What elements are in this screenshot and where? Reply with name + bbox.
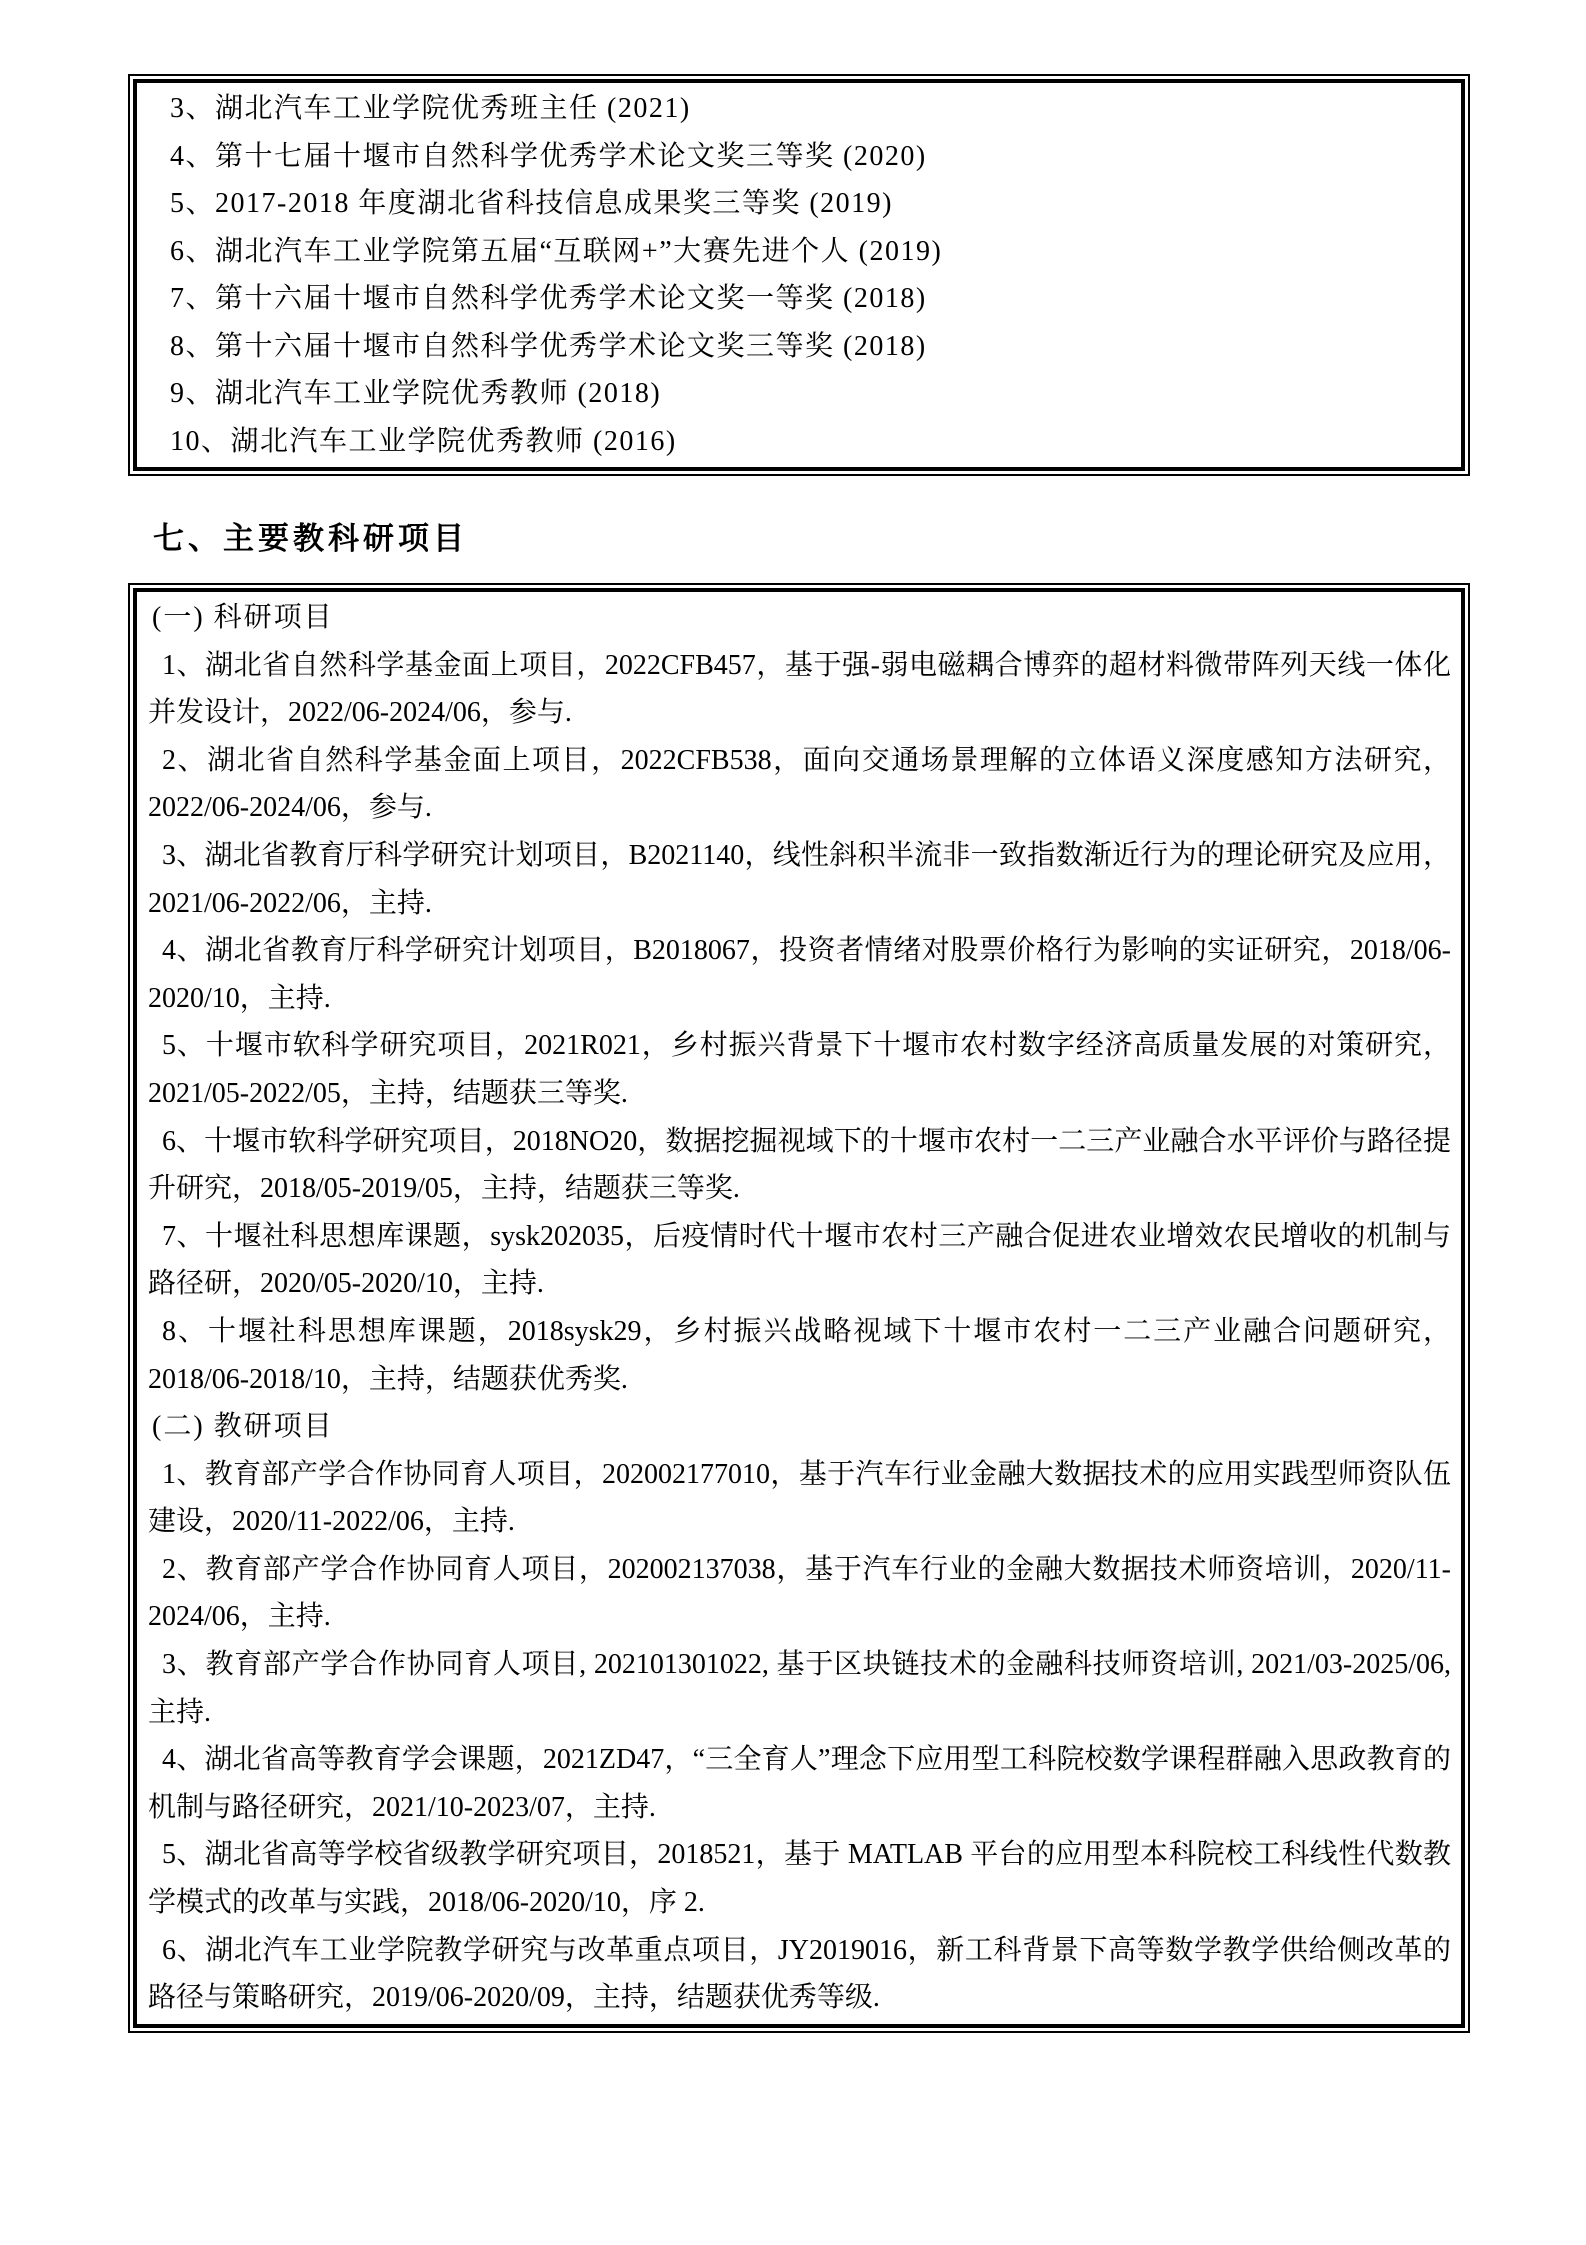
project-item: 6、湖北汽车工业学院教学研究与改革重点项目，JY2019016，新工科背景下高等数学教学供给侧改革的路径与策略研究，2019/06-2020/09，主持，结题获优秀等级. — [148, 1934, 1451, 2014]
section-heading: 七、主要教科研项目 — [153, 521, 468, 556]
award-item: 4、第十七届十堰市自然科学优秀学术论文奖三等奖 (2020) — [170, 140, 927, 172]
subsection-label-research: (一) 科研项目 — [152, 602, 334, 633]
project-item: 4、湖北省教育厅科学研究计划项目，B2018067，投资者情绪对股票价格行为影响的实证研究，2018/06-2020/10，主持. — [148, 935, 1451, 1014]
project-item: 4、湖北省高等教育学会课题，2021ZD47，“三全育人”理念下应用型工科院校数学课程群融入思政教育的机制与路径研究，2021/10-2023/07，主持. — [148, 1744, 1451, 1823]
project-item: 8、十堰社科思想库课题，2018sysk29，乡村振兴战略视域下十堰市农村一二三产业融合问题研究，2018/06-2018/10，主持，结题获优秀奖. — [148, 1315, 1451, 1395]
subsection-label-teaching: (二) 教研项目 — [152, 1411, 334, 1443]
projects-box — [128, 583, 1470, 2033]
award-item: 10、湖北汽车工业学院优秀教师 (2016) — [170, 425, 677, 457]
award-item: 3、湖北汽车工业学院优秀班主任 (2021) — [170, 93, 691, 124]
project-item: 3、湖北省教育厅科学研究计划项目，B2021140，线性斜积半流非一致指数渐近行为的理论研究及应用，2021/06-2022/06，主持. — [148, 839, 1451, 919]
award-item: 7、第十六届十堰市自然科学优秀学术论文奖一等奖 (2018) — [170, 283, 927, 314]
award-item: 6、湖北汽车工业学院第五届“互联网+”大赛先进个人 (2019) — [170, 235, 943, 267]
project-item: 1、教育部产学合作协同育人项目，202002177010，基于汽车行业金融大数据技术的应用实践型师资队伍建设，2020/11-2022/06，主持. — [148, 1458, 1451, 1538]
project-item: 1、湖北省自然科学基金面上项目，2022CFB457，基于强-弱电磁耦合博弈的超材料微带阵列天线一体化并发设计，2022/06-2024/06，参与. — [148, 649, 1451, 729]
project-item: 3、教育部产学合作协同育人项目, 202101301022, 基于区块链技术的金融科技师资培训, 2021/03-2025/06, 主持. — [148, 1649, 1451, 1728]
project-item: 5、湖北省高等学校省级教学研究项目，2018521，基于 MATLAB 平台的应用型本科院校工科线性代数教学模式的改革与实践，2018/06-2020/10，序 2. — [148, 1839, 1451, 1919]
awards-box-inner — [133, 79, 1465, 471]
project-item: 6、十堰市软科学研究项目，2018NO20，数据挖掘视域下的十堰市农村一二三产业融合水平评价与路径提升研究，2018/05-2019/05，主持，结题获三等奖. — [148, 1125, 1451, 1205]
award-item: 9、湖北汽车工业学院优秀教师 (2018) — [170, 378, 662, 409]
project-item: 2、教育部产学合作协同育人项目，202002137038，基于汽车行业的金融大数据技术师资培训，2020/11-2024/06，主持. — [148, 1553, 1451, 1633]
award-item: 5、2017-2018 年度湖北省科技信息成果奖三等奖 (2019) — [170, 188, 893, 219]
project-item: 2、湖北省自然科学基金面上项目，2022CFB538，面向交通场景理解的立体语义深度感知方法研究，2022/06-2024/06，参与. — [148, 744, 1451, 824]
awards-box — [128, 74, 1470, 476]
project-item: 7、十堰社科思想库课题，sysk202035，后疫情时代十堰市农村三产融合促进农业增效农民增收的机制与路径研，2020/05-2020/10，主持. — [148, 1220, 1451, 1300]
award-item: 8、第十六届十堰市自然科学优秀学术论文奖三等奖 (2018) — [170, 330, 927, 362]
projects-box-inner — [133, 588, 1465, 2028]
project-item: 5、十堰市软科学研究项目，2021R021，乡村振兴背景下十堰市农村数字经济高质量发展的对策研究，2021/05-2022/05，主持，结题获三等奖. — [148, 1030, 1451, 1109]
